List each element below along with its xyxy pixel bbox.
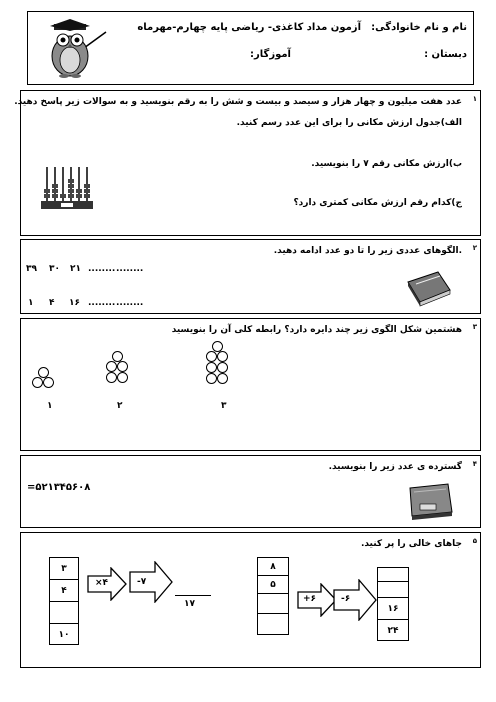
circle (117, 372, 128, 383)
operation-label: -۷ (137, 577, 147, 587)
circle (206, 351, 217, 362)
question-number: ۵ (472, 537, 477, 545)
left-result: ۱۷ (184, 599, 195, 609)
question-number: ۳ (472, 323, 477, 331)
circle-figure-3 (203, 341, 233, 393)
table-cell (50, 601, 78, 623)
tablet-icon (404, 482, 456, 520)
abacus-icon (39, 163, 95, 213)
question-number: ۱ (472, 95, 477, 103)
result-line (175, 595, 211, 596)
question-4-instruction: گسترده ی عدد زیر را بنویسید. (328, 462, 462, 472)
question-3-instruction: هشتمین شکل الگوی زیر چند دایره دارد؟ رابطه کلی آن را بنویسید (171, 325, 462, 335)
circle-figure-1 (29, 367, 59, 391)
circle-figure-2 (103, 351, 133, 391)
table-cell: ۴ (50, 579, 78, 601)
pattern-value: ۳۹ (26, 264, 37, 274)
pattern-blank: ........ (116, 264, 144, 274)
question-1-part-b: ب)ارزش مکانی رقم ۷ را بنویسید. (311, 159, 462, 169)
question-1-intro: عدد هفت میلیون و چهار هزار و سیصد و بیست و شش را به رقم بنویسید و به سوالات زیر پاسخ دهید. (14, 97, 462, 107)
pattern-value: ۱۶ (69, 298, 80, 308)
table-cell (378, 581, 408, 597)
circle (106, 372, 117, 383)
question-2-box (20, 239, 481, 314)
pattern-blank: ........ (88, 298, 116, 308)
student-name-label: نام و نام خانوادگی: (371, 22, 467, 33)
operation-label: ×۴ (95, 578, 109, 588)
expanded-number: =۵۲۱۳۴۵۶۰۸ (27, 482, 91, 493)
operation-label: +۶ (303, 594, 317, 604)
question-5-instruction: جاهای خالی را پر کنید. (360, 539, 462, 549)
question-2-instruction: .الگوهای عددی زیر را تا دو عدد ادامه دهید. (273, 246, 462, 256)
pattern-value: ۴ (49, 298, 55, 308)
figure-label: ۱ (47, 401, 53, 411)
question-1-box (14, 90, 481, 236)
table-cell (258, 613, 288, 635)
figure-label: ۲ (117, 401, 123, 411)
pattern-value: ۱ (28, 298, 34, 308)
question-number: ۴ (472, 460, 477, 468)
pattern-blank: ........ (88, 264, 116, 274)
pattern-blank: ........ (116, 298, 144, 308)
owl-teacher-icon (40, 18, 112, 80)
question-1-part-c: ج)کدام رقم ارزش مکانی کمتری دارد؟ (293, 198, 462, 208)
input-table-right (257, 557, 289, 635)
table-cell: ۳ (50, 557, 78, 579)
school-label: دبستان : (424, 49, 467, 60)
result-table-right (377, 567, 409, 641)
circle (117, 361, 128, 372)
question-5-box (20, 532, 481, 668)
question-3-box (20, 318, 481, 451)
table-cell: ۸ (258, 557, 288, 575)
circle (217, 373, 228, 384)
header-box (27, 11, 474, 85)
figure-label: ۳ (221, 401, 227, 411)
operation-arrow (129, 561, 173, 603)
question-1-part-a: الف)جدول ارزش مکانی را برای این عدد رسم کنید. (236, 118, 462, 128)
books-icon (404, 268, 454, 308)
pattern-value: ۳۰ (49, 264, 60, 274)
table-cell: ۲۴ (378, 619, 408, 641)
table-cell: ۱۶ (378, 597, 408, 619)
table-cell: ۵ (258, 575, 288, 593)
circle (206, 362, 217, 373)
exam-title: آزمون مداد کاغذی- ریاضی پایه چهارم-مهرماه (137, 22, 361, 33)
operation-label: -۶ (341, 594, 351, 604)
circle (106, 361, 117, 372)
circle (43, 377, 54, 388)
circle (32, 377, 43, 388)
question-number: ۲ (472, 244, 477, 252)
circle (217, 351, 228, 362)
input-table-left (49, 557, 79, 645)
table-cell (258, 593, 288, 613)
table-cell (378, 567, 408, 581)
table-cell: ۱۰ (50, 623, 78, 645)
circle (217, 362, 228, 373)
operation-arrow (333, 579, 377, 621)
question-4-box (20, 455, 481, 528)
circle (206, 373, 217, 384)
teacher-label: آموزگار: (250, 49, 291, 60)
pattern-value: ۲۱ (70, 264, 81, 274)
